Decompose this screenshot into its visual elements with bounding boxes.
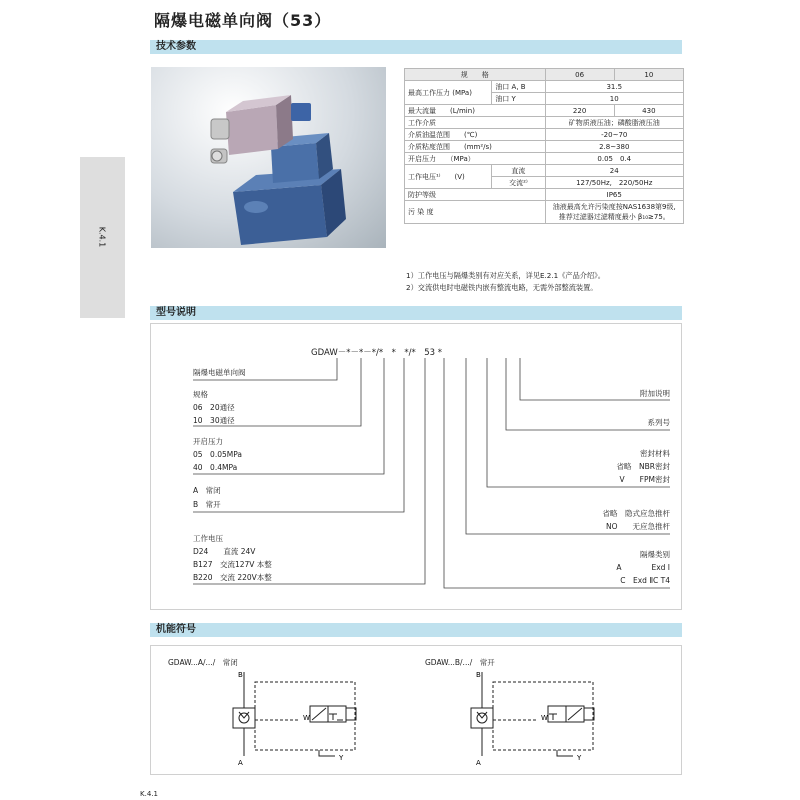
seal-title: 密封材料 bbox=[640, 449, 670, 458]
page-title: 隔爆电磁单向阀（53） bbox=[154, 11, 332, 30]
seal-fpm: V FPM密封 bbox=[619, 475, 670, 484]
type-b: B 常开 bbox=[193, 500, 221, 509]
page-number: K.4.1 bbox=[140, 790, 158, 798]
port-a-label: A bbox=[238, 759, 243, 767]
spec-crack-label: 开启压力 （MPa） bbox=[405, 153, 546, 165]
crack-40: 40 0.4MPa bbox=[193, 463, 238, 472]
port-y-label: Y bbox=[577, 754, 582, 762]
spec-size-10: 10 bbox=[614, 69, 683, 81]
footnote-2: 2）交流供电时电磁铁内嵌有整流电路，无需外部整流装置。 bbox=[406, 283, 598, 292]
spec-dc-label: 直流 bbox=[492, 165, 545, 177]
spec-pressure-label: 最高工作压力 (MPa) bbox=[405, 81, 492, 105]
model-code: GDAW－*－*－*/* * */* 53 * bbox=[311, 348, 442, 358]
spec-port-y: 油口 Y bbox=[492, 93, 545, 105]
spec-medium-label: 工作介质 bbox=[405, 117, 546, 129]
size-10: 10 30通径 bbox=[193, 416, 235, 425]
spec-crack-value: 0.05 0.4 bbox=[545, 153, 684, 165]
spring-w-label: W bbox=[541, 714, 548, 722]
push-hidden: 省略 隐式应急推杆 bbox=[602, 509, 670, 518]
ex-c: C Exd ⅡC T4 bbox=[620, 576, 670, 585]
spec-protect-value: IP65 bbox=[545, 189, 684, 201]
series-number: 系列号 bbox=[647, 418, 670, 427]
section-header-symbol bbox=[150, 623, 682, 637]
port-a-label: A bbox=[476, 759, 481, 767]
spec-ac-value: 127/50Hz, 220/50Hz bbox=[545, 177, 684, 189]
type-a: A 常闭 bbox=[193, 486, 221, 495]
port-b-label: B bbox=[238, 671, 243, 679]
spec-size-label: 规 格 bbox=[405, 69, 546, 81]
port-b-label: B bbox=[476, 671, 481, 679]
symbol-normally-open bbox=[463, 668, 603, 768]
spec-visc-value: 2.8~380 bbox=[545, 141, 684, 153]
voltage-b220: B220 交流 220V本整 bbox=[193, 573, 272, 582]
spec-voltage-label: 工作电压¹⁾ (V) bbox=[405, 165, 492, 189]
voltage-b127: B127 交流127V 本整 bbox=[193, 560, 272, 569]
spec-size-06: 06 bbox=[545, 69, 614, 81]
extra-note: 附加说明 bbox=[640, 389, 670, 398]
ex-a: A Exd Ⅰ bbox=[616, 563, 670, 572]
port-y-label: Y bbox=[339, 754, 344, 762]
symbol-caption-left: GDAW...A/.../ 常闭 bbox=[168, 658, 238, 667]
section-title-tech: 技术参数 bbox=[156, 41, 196, 52]
spec-contam-line2: 推荐过滤器过滤精度最小 β₁₀≥75。 bbox=[558, 213, 670, 221]
footnote-1: 1）工作电压与隔爆类别有对应关系，详见E.2.1《产品介绍》。 bbox=[406, 271, 605, 280]
model-name: 隔爆电磁单向阀 bbox=[193, 368, 246, 377]
spec-visc-label: 介质粘度范围 (mm²/s) bbox=[405, 141, 546, 153]
side-tab-label: K.4.1 bbox=[97, 226, 107, 248]
crack-title: 开启压力 bbox=[193, 437, 223, 446]
spec-medium-value: 矿物质液压油；磷酸脂液压油 bbox=[545, 117, 684, 129]
spec-temp-value: -20~70 bbox=[545, 129, 684, 141]
spec-flow-06: 220 bbox=[545, 105, 614, 117]
spec-contam-label: 污 染 度 bbox=[405, 201, 546, 224]
symbol-caption-right: GDAW...B/.../ 常开 bbox=[425, 658, 495, 667]
symbol-normally-closed bbox=[225, 668, 365, 768]
spec-port-ab-value: 31.5 bbox=[545, 81, 684, 93]
spec-ac-label: 交流²⁾ bbox=[492, 177, 545, 189]
spec-temp-label: 介质油温范围 (℃) bbox=[405, 129, 546, 141]
push-none: NO 无应急推杆 bbox=[605, 522, 670, 531]
voltage-title: 工作电压 bbox=[193, 534, 223, 543]
spring-w-label: W bbox=[303, 714, 310, 722]
section-title-model: 型号说明 bbox=[156, 307, 196, 318]
spec-port-y-value: 10 bbox=[545, 93, 684, 105]
size-06: 06 20通径 bbox=[193, 403, 235, 412]
spec-dc-value: 24 bbox=[545, 165, 684, 177]
ex-title: 隔爆类别 bbox=[640, 550, 670, 559]
spec-flow-label: 最大流量 (L/min) bbox=[405, 105, 546, 117]
spec-flow-10: 430 bbox=[614, 105, 683, 117]
seal-nbr: 省略 NBR密封 bbox=[616, 462, 670, 471]
spec-contam-line1: 油液最高允许污染度按NAS1638第9级, bbox=[552, 203, 676, 211]
spec-port-ab: 油口 A, B bbox=[492, 81, 545, 93]
size-title: 规格 bbox=[193, 390, 208, 399]
spec-protect-label: 防护等级 bbox=[405, 189, 546, 201]
crack-05: 05 0.05MPa bbox=[193, 450, 242, 459]
section-title-symbol: 机能符号 bbox=[156, 624, 196, 635]
voltage-d24: D24 直流 24V bbox=[193, 547, 256, 556]
